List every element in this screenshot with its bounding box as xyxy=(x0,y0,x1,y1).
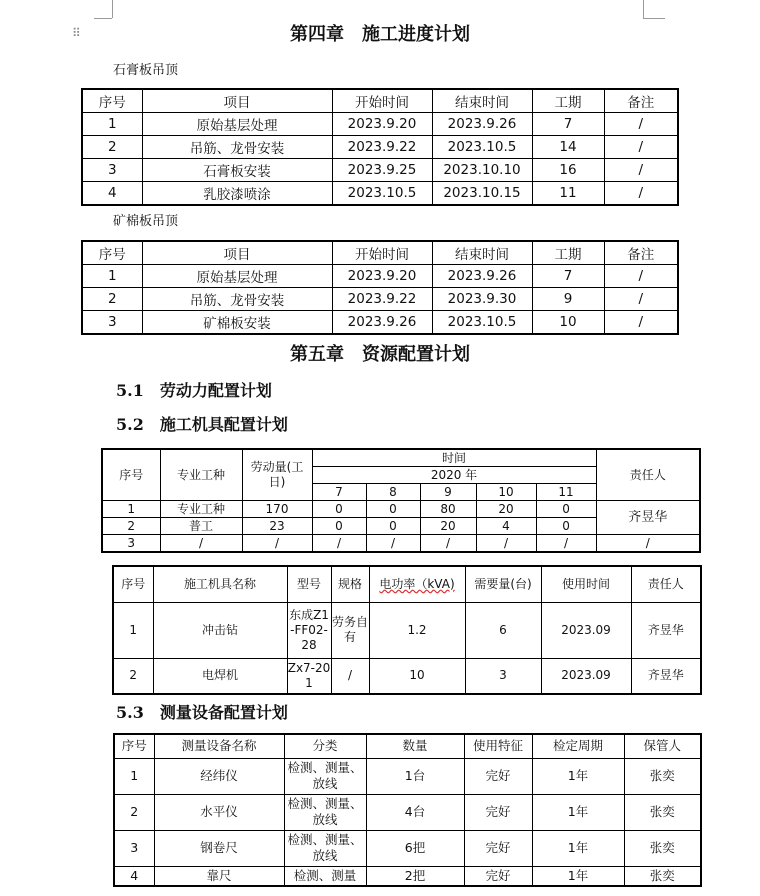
table-cell: 1年 xyxy=(532,794,624,830)
header-cell: 项目 xyxy=(142,89,332,113)
table-cell: 专业工种 xyxy=(160,501,242,518)
table-cell: 0 xyxy=(312,501,366,518)
table-cell: 齐昱华 xyxy=(631,602,701,658)
header-cell: 使用特征 xyxy=(464,734,532,758)
table-row xyxy=(102,535,700,553)
table-cell: 完好 xyxy=(464,758,532,794)
table-cell: 4台 xyxy=(366,794,464,830)
table-cell: / xyxy=(604,311,678,335)
table-cell: 吊筋、龙骨安装 xyxy=(142,288,332,311)
table-cell: 1 xyxy=(113,602,153,658)
table-cell: 2023.10.5 xyxy=(432,136,532,159)
table-cell: 检测、测量、放线 xyxy=(284,758,366,794)
table-cell: / xyxy=(476,535,536,553)
header-cell: 工期 xyxy=(532,241,604,265)
header-cell: 备注 xyxy=(604,241,678,265)
table-cell: 靠尺 xyxy=(154,866,284,886)
header-cell: 序号 xyxy=(113,566,153,602)
month-cell: 7 xyxy=(312,484,366,501)
header-cell: 测量设备名称 xyxy=(154,734,284,758)
table-row xyxy=(113,658,701,694)
table-cell: 2023.10.5 xyxy=(432,311,532,335)
header-cell: 检定周期 xyxy=(532,734,624,758)
table-cell: 矿棉板安装 xyxy=(142,311,332,335)
table-cell: 3 xyxy=(82,159,142,182)
header-cell: 施工机具名称 xyxy=(153,566,287,602)
header-cell: 规格 xyxy=(331,566,369,602)
table-cell: 检测、测量、放线 xyxy=(284,794,366,830)
section-5-1-heading: 5.1 劳动力配置计划 xyxy=(116,381,272,400)
table-cell: 2023.9.22 xyxy=(332,288,432,311)
table-cell: 9 xyxy=(532,288,604,311)
table-cell: 2 xyxy=(82,288,142,311)
table-cell: 经纬仪 xyxy=(154,758,284,794)
table-cell: 原始基层处理 xyxy=(142,265,332,288)
table-cell: / xyxy=(366,535,420,553)
table-row xyxy=(102,501,700,518)
header-cell: 使用时间 xyxy=(541,566,631,602)
table-cell: 0 xyxy=(366,501,420,518)
table-cell: 东成Z1-FF02-28 xyxy=(287,602,331,658)
table-cell: 2023.09 xyxy=(541,602,631,658)
table-cell: 完好 xyxy=(464,830,532,866)
table-cell: 普工 xyxy=(160,518,242,535)
table-cell: / xyxy=(604,113,678,136)
header-cell: 结束时间 xyxy=(432,241,532,265)
header-cell-time: 时间 xyxy=(312,449,596,467)
table-cell: 完好 xyxy=(464,794,532,830)
table-cell: 1.2 xyxy=(369,602,465,658)
table-cell: 2023.9.30 xyxy=(432,288,532,311)
table-cell: / xyxy=(420,535,476,553)
table-header-row xyxy=(82,89,678,113)
table-cell: 0 xyxy=(536,518,596,535)
table-cell: 冲击钻 xyxy=(153,602,287,658)
table-cell: 2 xyxy=(82,136,142,159)
table-cell: 2023.9.25 xyxy=(332,159,432,182)
responsible-cell: 齐昱华 xyxy=(596,501,700,535)
header-cell: 电功率（kVA) xyxy=(369,566,465,602)
responsible-cell: / xyxy=(596,535,700,553)
table-cell: 3 xyxy=(114,830,154,866)
table-row xyxy=(114,830,701,866)
table-header-row xyxy=(114,734,701,758)
table-row xyxy=(113,602,701,658)
table-cell: 2023.10.10 xyxy=(432,159,532,182)
header-cell-responsible: 责任人 xyxy=(596,449,700,501)
labor-table xyxy=(101,448,701,553)
table-cell: 2023.9.26 xyxy=(332,311,432,335)
table-cell: 1 xyxy=(114,758,154,794)
table-cell: 20 xyxy=(420,518,476,535)
table-cell: 吊筋、龙骨安装 xyxy=(142,136,332,159)
crop-mark-top-left-h xyxy=(94,18,112,19)
crop-mark-top-right-v xyxy=(643,0,644,18)
header-cell: 序号 xyxy=(82,89,142,113)
table-row xyxy=(82,265,678,288)
table-cell: 张奕 xyxy=(624,866,701,886)
table-cell: 2023.10.15 xyxy=(432,182,532,206)
header-cell: 序号 xyxy=(102,449,160,501)
table-cell: 0 xyxy=(312,518,366,535)
table-cell: 2 xyxy=(102,518,160,535)
header-cell: 序号 xyxy=(114,734,154,758)
table-cell: / xyxy=(242,535,312,553)
schedule-table-mineral xyxy=(81,240,679,335)
table-cell: 2023.9.20 xyxy=(332,265,432,288)
header-cell: 需要量(台) xyxy=(465,566,541,602)
table-row xyxy=(82,113,678,136)
table-row xyxy=(114,758,701,794)
table-cell: 劳务自有 xyxy=(331,602,369,658)
header-cell: 保管人 xyxy=(624,734,701,758)
table-cell: 2023.9.20 xyxy=(332,113,432,136)
table-row xyxy=(82,182,678,206)
header-cell: 开始时间 xyxy=(332,89,432,113)
header-cell: 工期 xyxy=(532,89,604,113)
header-cell: 型号 xyxy=(287,566,331,602)
table-header-row xyxy=(82,241,678,265)
table-cell: 1年 xyxy=(532,830,624,866)
table-cell: 水平仪 xyxy=(154,794,284,830)
table-cell: 3 xyxy=(82,311,142,335)
month-cell: 8 xyxy=(366,484,420,501)
table-cell: 4 xyxy=(476,518,536,535)
table-row xyxy=(114,794,701,830)
table-cell: 石膏板安装 xyxy=(142,159,332,182)
header-cell: 项目 xyxy=(142,241,332,265)
table-cell: / xyxy=(604,265,678,288)
table-cell: 0 xyxy=(536,501,596,518)
table-cell: 检测、测量、放线 xyxy=(284,830,366,866)
table-cell: 11 xyxy=(532,182,604,206)
header-cell: 结束时间 xyxy=(432,89,532,113)
table-cell: 张奕 xyxy=(624,794,701,830)
table-cell: 1 xyxy=(102,501,160,518)
table-cell: 3 xyxy=(465,658,541,694)
table-cell: 7 xyxy=(532,265,604,288)
table-move-handle-icon[interactable]: ⠿ xyxy=(72,26,80,40)
table-cell: 4 xyxy=(114,866,154,886)
crop-mark-top-right-h xyxy=(643,18,665,19)
table-cell: 7 xyxy=(532,113,604,136)
table-row xyxy=(82,136,678,159)
table-cell: 齐昱华 xyxy=(631,658,701,694)
table-cell: 电焊机 xyxy=(153,658,287,694)
table-cell: / xyxy=(604,159,678,182)
section-5-3-heading: 5.3 测量设备配置计划 xyxy=(116,703,288,722)
table-cell: 原始基层处理 xyxy=(142,113,332,136)
tools-table xyxy=(112,565,702,695)
table-cell: 1台 xyxy=(366,758,464,794)
table-cell: 4 xyxy=(82,182,142,206)
header-cell: 备注 xyxy=(604,89,678,113)
table-cell: 6把 xyxy=(366,830,464,866)
table-row xyxy=(82,159,678,182)
header-cell: 专业工种 xyxy=(160,449,242,501)
header-cell: 责任人 xyxy=(631,566,701,602)
table-row xyxy=(82,288,678,311)
table-cell: 0 xyxy=(366,518,420,535)
table-cell: / xyxy=(331,658,369,694)
table-cell: 170 xyxy=(242,501,312,518)
table-cell: 3 xyxy=(102,535,160,553)
table-cell: 10 xyxy=(532,311,604,335)
table-cell: / xyxy=(604,288,678,311)
table-cell: 10 xyxy=(369,658,465,694)
table-cell: 2023.9.26 xyxy=(432,113,532,136)
section-5-2-heading: 5.2 施工机具配置计划 xyxy=(116,415,288,434)
table-cell: 2023.09 xyxy=(541,658,631,694)
table-cell: 1 xyxy=(82,265,142,288)
table-cell: 16 xyxy=(532,159,604,182)
gypsum-label: 石膏板吊顶 xyxy=(113,63,179,78)
header-cell: 分类 xyxy=(284,734,366,758)
table-cell: 张奕 xyxy=(624,830,701,866)
schedule-table-gypsum xyxy=(81,88,679,206)
table-cell: / xyxy=(312,535,366,553)
header-cell: 劳动量(工日) xyxy=(242,449,312,501)
table-cell: 20 xyxy=(476,501,536,518)
table-cell: 2 xyxy=(114,794,154,830)
table-cell: 2 xyxy=(113,658,153,694)
mineral-label: 矿棉板吊顶 xyxy=(113,214,179,229)
table-cell: 完好 xyxy=(464,866,532,886)
table-cell: 80 xyxy=(420,501,476,518)
table-cell: / xyxy=(604,182,678,206)
month-cell: 11 xyxy=(536,484,596,501)
table-cell: 1年 xyxy=(532,866,624,886)
table-cell: Zx7-201 xyxy=(287,658,331,694)
table-cell: 6 xyxy=(465,602,541,658)
header-cell-year: 2020 年 xyxy=(312,467,596,484)
table-cell: / xyxy=(160,535,242,553)
crop-mark-top-left-v xyxy=(112,0,113,18)
table-cell: / xyxy=(536,535,596,553)
table-cell: / xyxy=(604,136,678,159)
table-cell: 2023.10.5 xyxy=(332,182,432,206)
table-cell: 钢卷尺 xyxy=(154,830,284,866)
measure-table xyxy=(113,733,702,887)
table-cell: 1 xyxy=(82,113,142,136)
table-cell: 2023.9.26 xyxy=(432,265,532,288)
month-cell: 9 xyxy=(420,484,476,501)
table-cell: 14 xyxy=(532,136,604,159)
table-cell: 23 xyxy=(242,518,312,535)
header-cell: 数量 xyxy=(366,734,464,758)
table-cell: 乳胶漆喷涂 xyxy=(142,182,332,206)
header-cell: 开始时间 xyxy=(332,241,432,265)
header-cell: 序号 xyxy=(82,241,142,265)
table-cell: 张奕 xyxy=(624,758,701,794)
table-cell: 1年 xyxy=(532,758,624,794)
table-cell: 2023.9.22 xyxy=(332,136,432,159)
table-row xyxy=(82,311,678,335)
month-cell: 10 xyxy=(476,484,536,501)
table-cell: 2把 xyxy=(366,866,464,886)
chapter4-title: 第四章 施工进度计划 xyxy=(290,24,470,45)
chapter5-title: 第五章 资源配置计划 xyxy=(290,344,470,365)
table-cell: 检测、测量 xyxy=(284,866,366,886)
table-header-row xyxy=(113,566,701,602)
table-row xyxy=(114,866,701,886)
